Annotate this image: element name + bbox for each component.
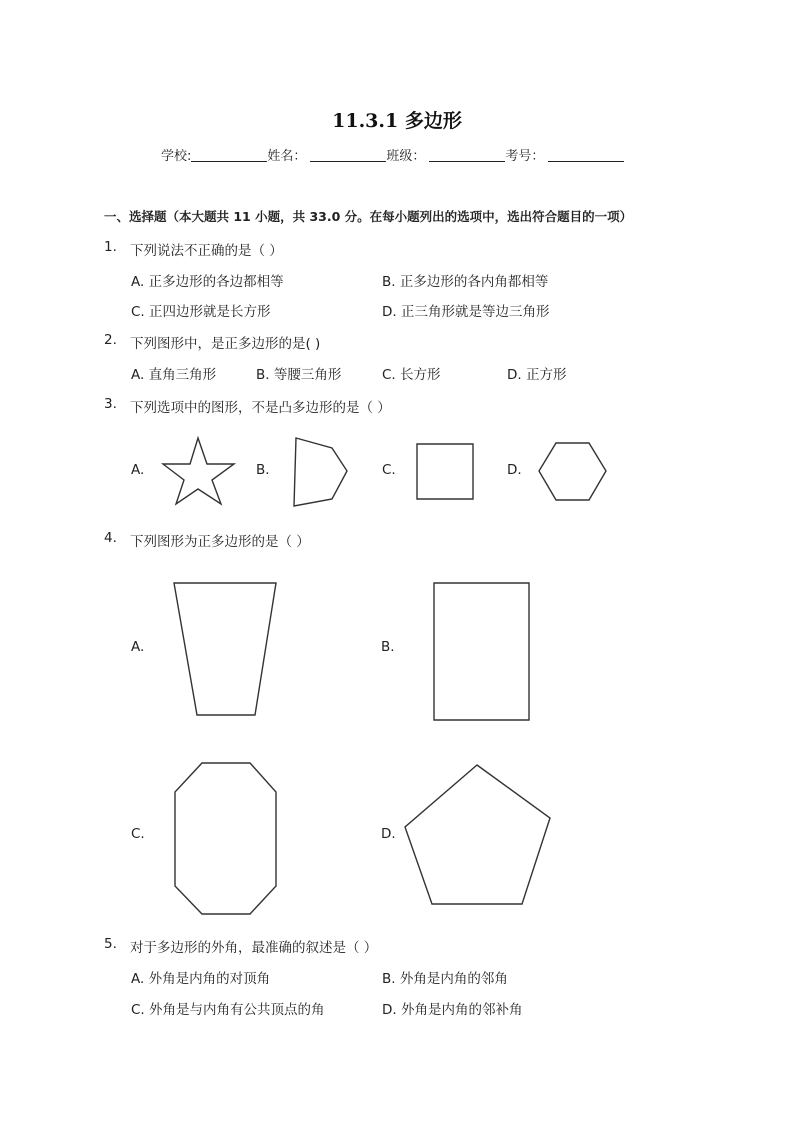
q5-option-d[interactable]: D. 外角是内角的邻补角 bbox=[382, 1002, 523, 1018]
q4-option-a-label[interactable]: A. bbox=[131, 639, 145, 655]
rectangle-outline bbox=[434, 583, 529, 720]
trapezoid-outline bbox=[174, 583, 276, 715]
school-field[interactable] bbox=[191, 147, 267, 162]
octagon-outline bbox=[175, 763, 276, 914]
q3-option-a-label[interactable]: A. bbox=[131, 462, 145, 478]
hexagon-icon bbox=[538, 442, 608, 502]
q1-option-c[interactable]: C. 正四边形就是长方形 bbox=[131, 304, 271, 320]
class-label: 班级： bbox=[386, 149, 426, 164]
question-2-number: 2. bbox=[104, 332, 117, 348]
question-2-stem: 下列图形中，是正多边形的是( ) bbox=[130, 336, 321, 352]
star-icon bbox=[161, 436, 237, 506]
star-outline bbox=[163, 438, 234, 504]
question-1-stem: 下列说法不正确的是（ ） bbox=[130, 243, 283, 259]
q5-option-b[interactable]: B. 外角是内角的邻角 bbox=[382, 971, 508, 987]
q2-option-d[interactable]: D. 正方形 bbox=[507, 367, 567, 383]
school-label: 学校: bbox=[161, 149, 192, 164]
question-3-stem: 下列选项中的图形，不是凸多边形的是（ ） bbox=[130, 400, 391, 416]
q3-option-c-label[interactable]: C. bbox=[382, 462, 396, 478]
exam-number-field[interactable] bbox=[548, 147, 624, 162]
regular-pentagon-outline bbox=[405, 765, 550, 904]
square-outline bbox=[417, 444, 473, 499]
name-field[interactable] bbox=[310, 147, 386, 162]
exam-number-label: 考号： bbox=[505, 149, 545, 164]
page-title: 11.3.1 多边形 bbox=[332, 110, 462, 132]
trapezoid-icon bbox=[172, 581, 280, 719]
question-5-number: 5. bbox=[104, 936, 117, 952]
q4-option-b-label[interactable]: B. bbox=[381, 639, 395, 655]
question-5-stem: 对于多边形的外角，最准确的叙述是（ ） bbox=[130, 940, 378, 956]
question-4-number: 4. bbox=[104, 530, 117, 546]
question-4-stem: 下列图形为正多边形的是（ ） bbox=[130, 534, 310, 550]
rectangle-icon bbox=[432, 581, 532, 723]
q3-option-b-label[interactable]: B. bbox=[256, 462, 270, 478]
question-3-number: 3. bbox=[104, 396, 117, 412]
octagon-icon bbox=[172, 760, 280, 918]
q1-option-d[interactable]: D. 正三角形就是等边三角形 bbox=[382, 304, 550, 320]
student-info-line bbox=[161, 145, 624, 164]
name-label: 姓名： bbox=[267, 149, 307, 164]
class-field[interactable] bbox=[429, 147, 505, 162]
question-1-number: 1. bbox=[104, 239, 117, 255]
q3-option-d-label[interactable]: D. bbox=[507, 462, 522, 478]
hexagon-outline bbox=[539, 443, 606, 500]
irregular-pentagon-outline bbox=[294, 438, 347, 506]
q1-option-b[interactable]: B. 正多边形的各内角都相等 bbox=[382, 274, 549, 290]
q2-option-c[interactable]: C. 长方形 bbox=[382, 367, 441, 383]
q5-option-c[interactable]: C. 外角是与内角有公共顶点的角 bbox=[131, 1002, 325, 1018]
q4-option-c-label[interactable]: C. bbox=[131, 826, 145, 842]
q1-option-a[interactable]: A. 正多边形的各边都相等 bbox=[131, 274, 284, 290]
pentagon-icon bbox=[292, 436, 350, 508]
section-heading: 一、选择题（本大题共 11 小题，共 33.0 分。在每小题列出的选项中，选出符合题目的一项） bbox=[104, 209, 633, 224]
regular-pentagon-icon bbox=[402, 763, 554, 908]
square-icon bbox=[416, 443, 474, 501]
q5-option-a[interactable]: A. 外角是内角的对顶角 bbox=[131, 971, 271, 987]
q2-option-b[interactable]: B. 等腰三角形 bbox=[256, 367, 342, 383]
q2-option-a[interactable]: A. 直角三角形 bbox=[131, 367, 217, 383]
q4-option-d-label[interactable]: D. bbox=[381, 826, 396, 842]
